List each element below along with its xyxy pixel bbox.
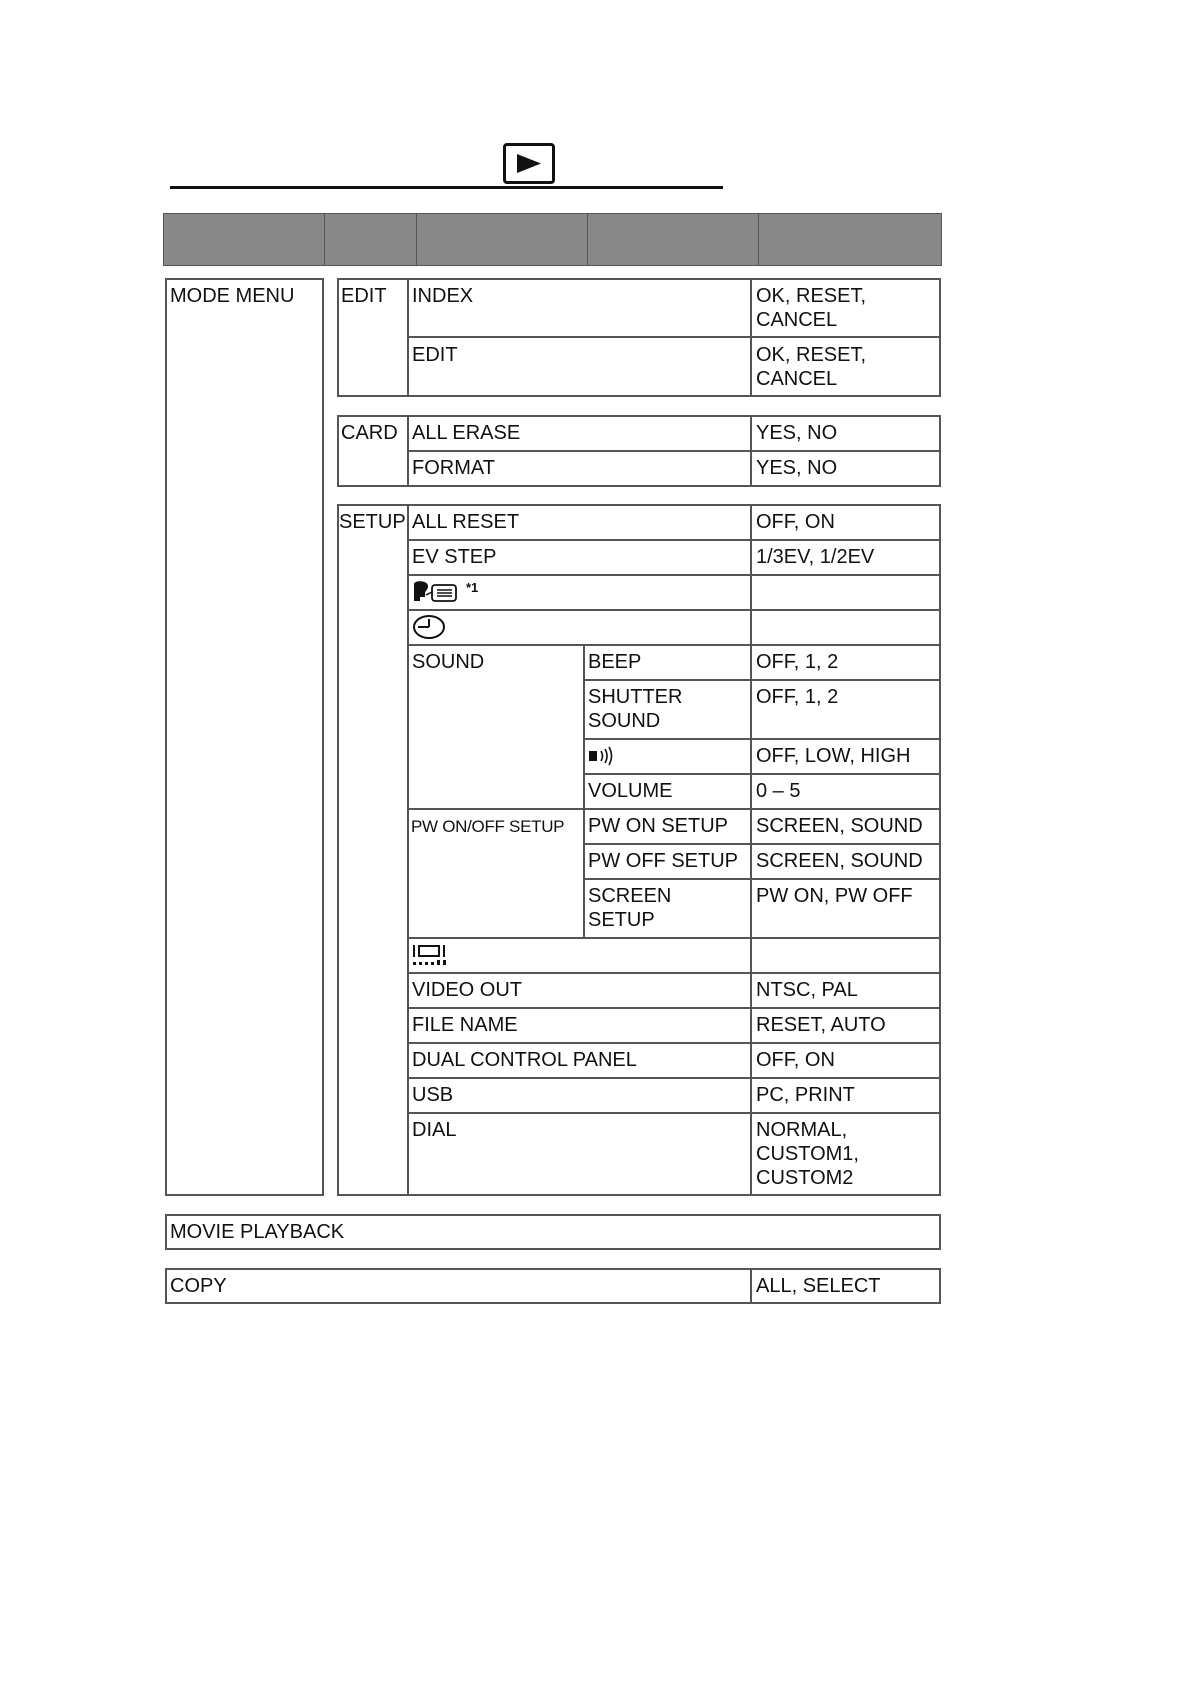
- header-col-1: [163, 213, 325, 266]
- edit-value-2: CANCEL: [756, 368, 838, 390]
- playback-mode-icon: [503, 143, 555, 184]
- setup-group-label: SETUP: [339, 511, 406, 533]
- pw-off-label: PW OFF SETUP: [588, 850, 738, 872]
- shutter-sound-label-2: SOUND: [588, 710, 661, 732]
- edit-value-1: OK, RESET,: [756, 344, 867, 366]
- header-col-4: [587, 213, 759, 266]
- video-out-label: VIDEO OUT: [412, 979, 523, 1001]
- shutter-sound-label-1: SHUTTER: [588, 686, 683, 708]
- ev-step-value: 1/3EV, 1/2EV: [756, 546, 875, 568]
- dial-value-1: NORMAL,: [756, 1119, 848, 1141]
- screen-setup-label-2: SETUP: [588, 909, 655, 931]
- volume-label: VOLUME: [588, 780, 673, 802]
- file-name-label: FILE NAME: [412, 1014, 518, 1036]
- volume-value: 0 – 5: [756, 780, 801, 802]
- dial-value-2: CUSTOM1,: [756, 1143, 859, 1165]
- ev-step-label: EV STEP: [412, 546, 497, 568]
- mode-menu-label: MODE MENU: [170, 285, 295, 307]
- file-name-value: RESET, AUTO: [756, 1014, 886, 1036]
- index-value-2: CANCEL: [756, 309, 838, 331]
- pw-on-label: PW ON SETUP: [588, 815, 729, 837]
- language-icon: [412, 580, 468, 604]
- video-out-value: NTSC, PAL: [756, 979, 858, 1001]
- sound-label: SOUND: [412, 651, 485, 673]
- header-col-3: [416, 213, 588, 266]
- edit-label: EDIT: [412, 344, 458, 366]
- usb-label: USB: [412, 1084, 454, 1106]
- dial-value-3: CUSTOM2: [756, 1167, 854, 1189]
- format-label: FORMAT: [412, 457, 495, 479]
- edit-group-label: EDIT: [341, 285, 387, 307]
- title-underline: [170, 186, 723, 189]
- beep-label: BEEP: [588, 651, 642, 673]
- pw-off-value: SCREEN, SOUND: [756, 850, 923, 872]
- pw-on-value: SCREEN, SOUND: [756, 815, 923, 837]
- screen-setup-value: PW ON, PW OFF: [756, 885, 913, 907]
- header-col-2: [324, 213, 417, 266]
- usb-value: PC, PRINT: [756, 1084, 855, 1106]
- speaker-value: OFF, LOW, HIGH: [756, 745, 911, 767]
- dual-control-label: DUAL CONTROL PANEL: [412, 1049, 637, 1071]
- all-erase-label: ALL ERASE: [412, 422, 521, 444]
- card-group-label: CARD: [341, 422, 398, 444]
- beep-value: OFF, 1, 2: [756, 651, 839, 673]
- movie-playback-label: MOVIE PLAYBACK: [170, 1221, 345, 1243]
- copy-label: COPY: [170, 1275, 227, 1297]
- index-value-1: OK, RESET,: [756, 285, 867, 307]
- index-label: INDEX: [412, 285, 474, 307]
- clock-icon: [412, 614, 448, 640]
- monitor-icon: [412, 943, 448, 969]
- copy-value: ALL, SELECT: [756, 1275, 881, 1297]
- screen-setup-label-1: SCREEN: [588, 885, 672, 907]
- language-footnote: *1: [466, 580, 479, 595]
- speaker-icon: [588, 744, 618, 768]
- header-col-5: [758, 213, 942, 266]
- pw-setup-label: PW ON/OFF SETUP: [411, 817, 565, 836]
- all-erase-value: YES, NO: [756, 422, 838, 444]
- mode-menu-cell: [165, 278, 324, 1196]
- dial-label: DIAL: [412, 1119, 457, 1141]
- all-reset-label: ALL RESET: [412, 511, 520, 533]
- shutter-sound-value: OFF, 1, 2: [756, 686, 839, 708]
- all-reset-value: OFF, ON: [756, 511, 835, 533]
- play-triangle-icon: [517, 154, 541, 173]
- dual-control-value: OFF, ON: [756, 1049, 835, 1071]
- format-value: YES, NO: [756, 457, 838, 479]
